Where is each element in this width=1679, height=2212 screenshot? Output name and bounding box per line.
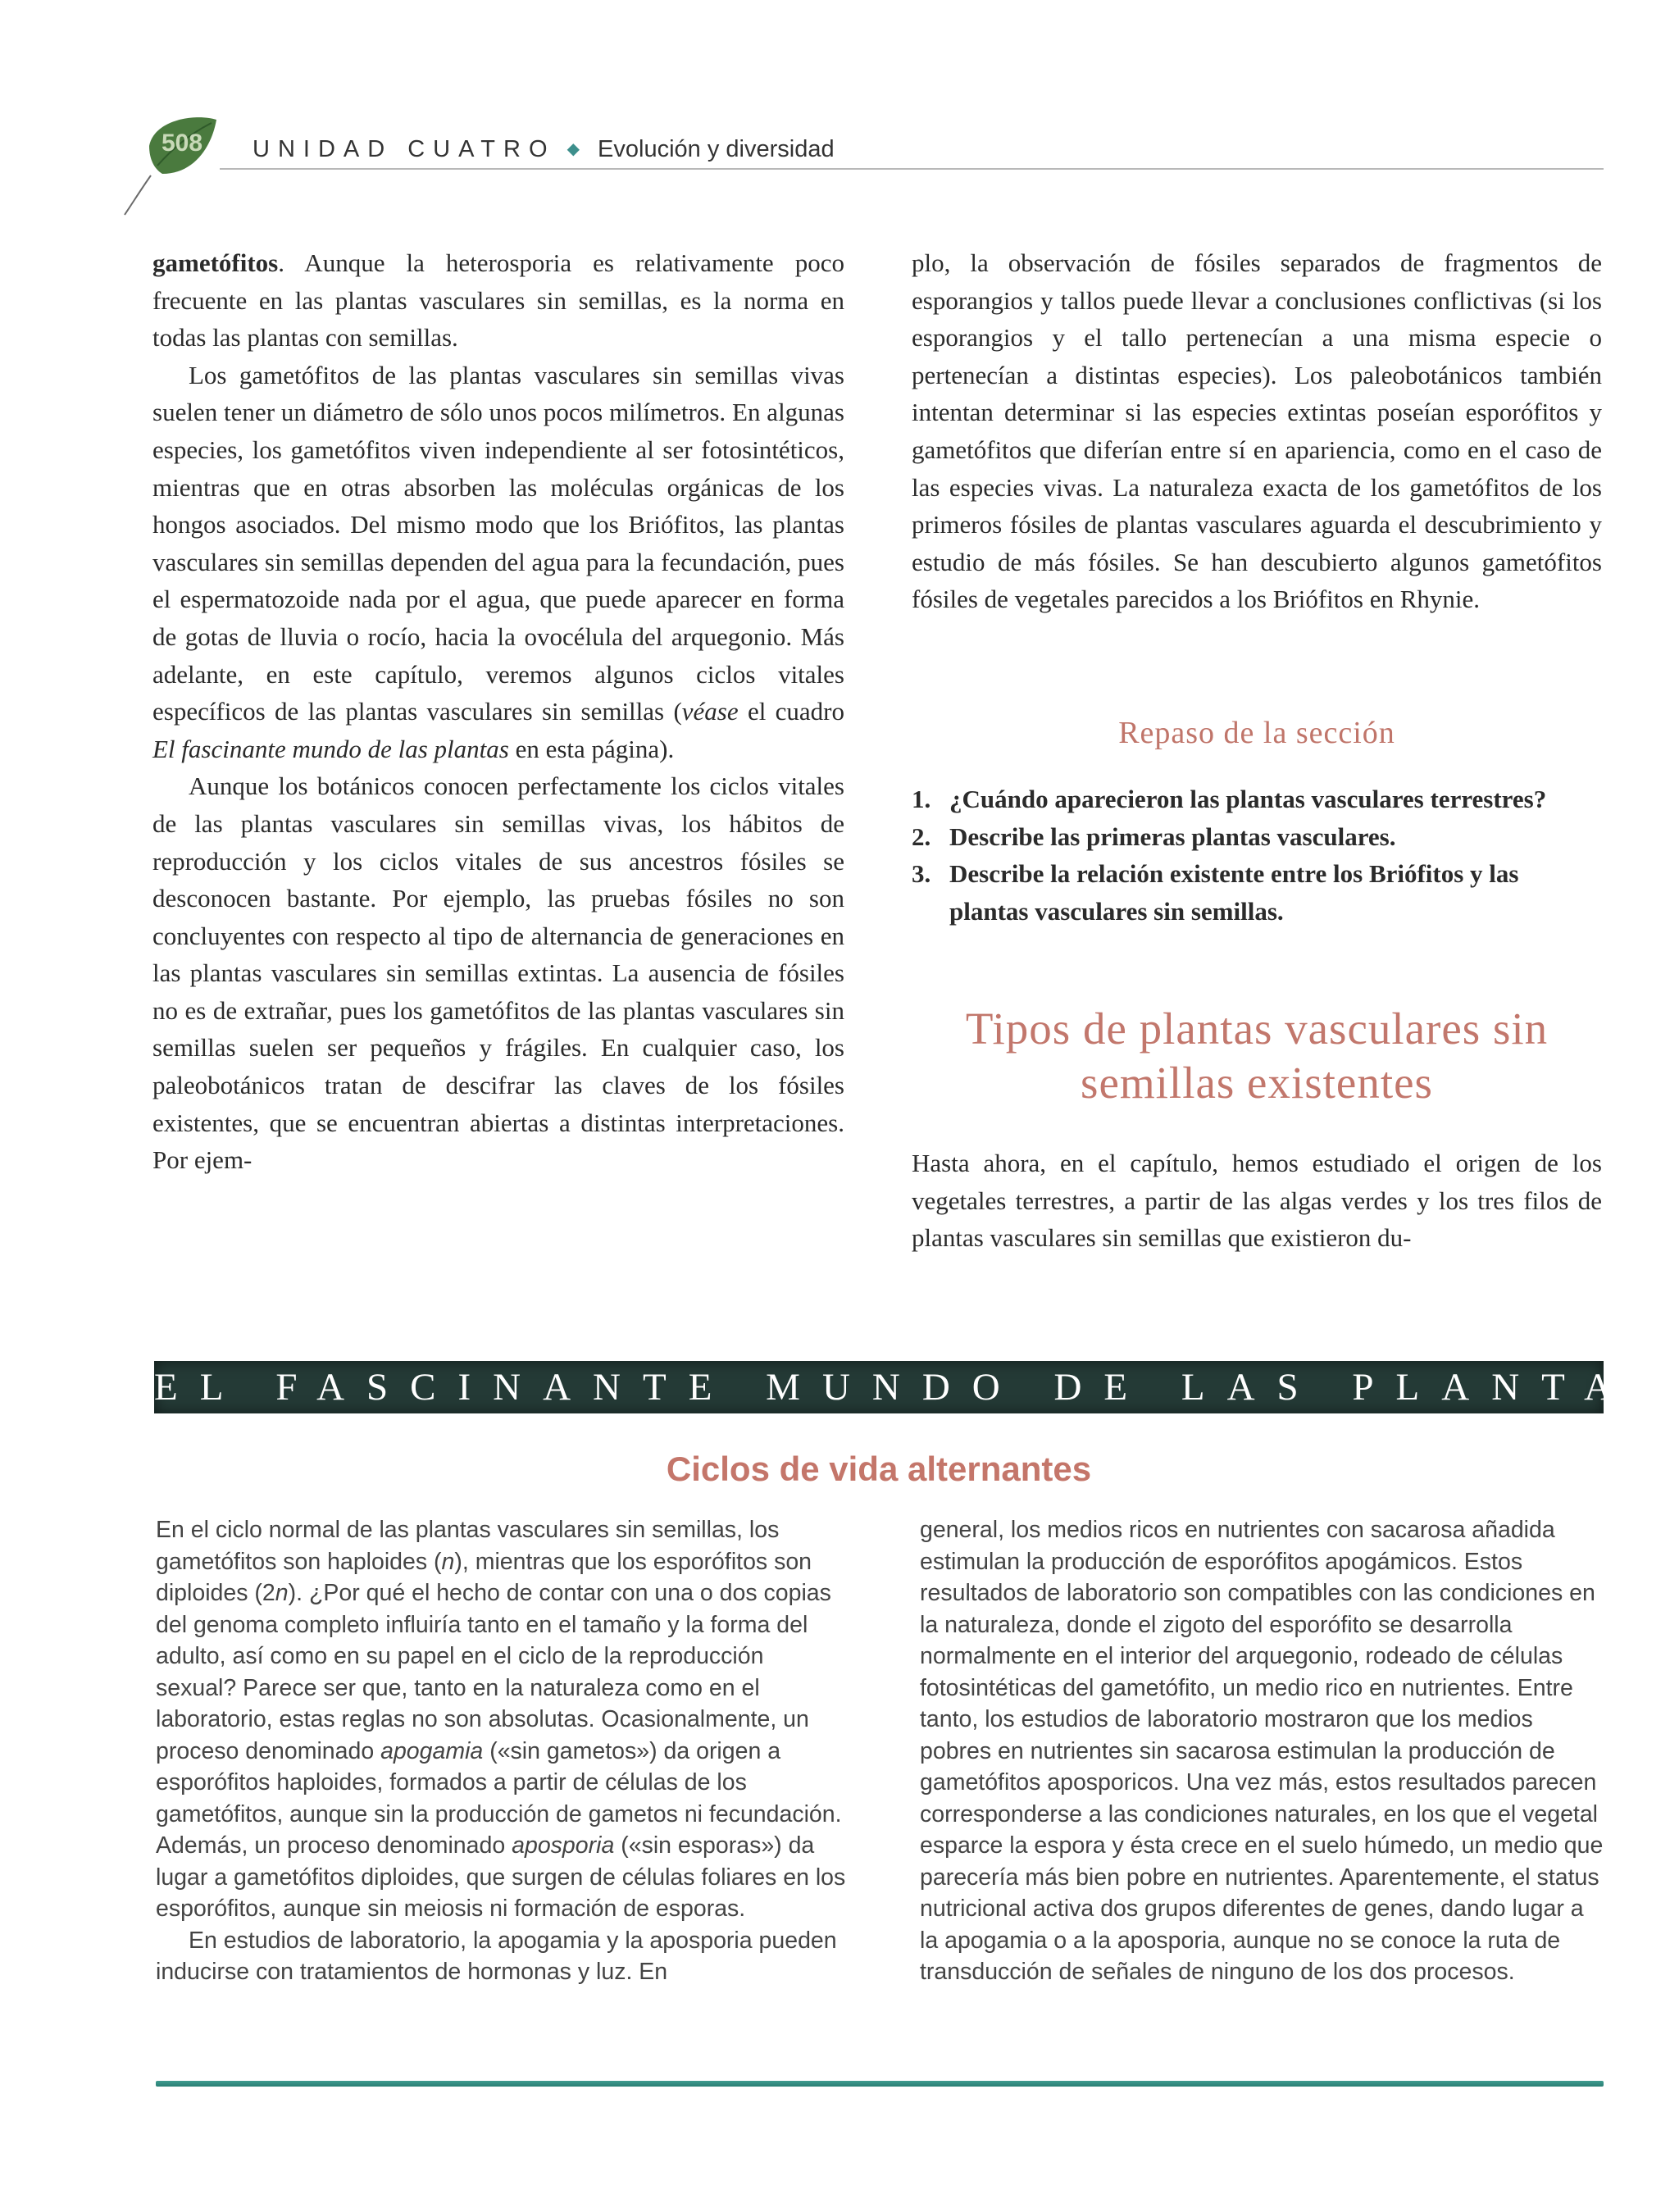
section-review-title: Repaso de la sección bbox=[1118, 716, 1395, 750]
unit-label: UNIDAD CUATRO bbox=[253, 136, 556, 162]
paragraph-text: ), mientras que los esporófitos son diploides (2 bbox=[156, 1548, 812, 1606]
review-question bbox=[912, 855, 1602, 930]
paragraph: En estudios de laboratorio, la apogamia y la aposporia pueden inducirse con tratamientos de hormonas y luz. En bbox=[156, 1927, 837, 1985]
box-reference: El fascinante mundo de las plantas bbox=[152, 734, 509, 763]
paragraph bbox=[156, 1514, 849, 1925]
box-right-column bbox=[920, 1514, 1604, 1988]
review-question bbox=[912, 781, 1602, 818]
left-column bbox=[152, 244, 844, 1179]
paragraph-text: en esta página). bbox=[508, 734, 675, 763]
paragraph bbox=[152, 357, 844, 768]
box-title: Ciclos de vida alternantes bbox=[666, 1450, 1092, 1488]
section-heading-line: Tipos de plantas vasculares sin bbox=[965, 1004, 1549, 1054]
right-column bbox=[912, 244, 1602, 618]
term-aposporia: aposporia bbox=[512, 1832, 615, 1859]
box-banner: EL FASCINANTE MUNDO DE LAS PLANTAS bbox=[154, 1361, 1604, 1413]
paragraph-text: . Aunque la heterosporia es relativamente poco frecuente en las plantas vasculares sin semillas, es la norma en todas las plantas con semillas. bbox=[152, 248, 844, 353]
bold-term: gametófitos bbox=[152, 248, 279, 277]
paragraph: Hasta ahora, en el capítulo, hemos estudiado el origen de los vegetales terrestres, a partir de las algas verdes y los tres filos de plantas vasculares sin semillas que existieron du- bbox=[912, 1149, 1602, 1253]
paragraph bbox=[152, 244, 844, 357]
question-text: Describe la relación existente entre los Briófitos y las plantas vasculares sin semillas. bbox=[949, 859, 1519, 926]
section-heading-line: semillas existentes bbox=[1081, 1058, 1433, 1108]
italic-text: n bbox=[275, 1580, 289, 1606]
paragraph: Aunque los botánicos conocen perfectamente los ciclos vitales de las plantas vasculares sin semillas vivas, los hábitos de reproducción y los ciclos vitales de sus ancestros fósiles se desconocen bastante. Por ejemplo, las pruebas fósiles no son concluyentes con respecto al tipo de alternancia de generaciones en las plantas vasculares sin semillas extintas. La ausencia de fósiles no es de extrañar, pues los gametófitos de las plantas vasculares sin semillas suelen ser pequeños y frágiles. En cualquier caso, los paleobotánicos tratan de descifrar las claves de los fósiles existentes, que se encuentran abiertas a distintas interpretaciones. Por ejem- bbox=[152, 771, 844, 1175]
right-column-continued bbox=[912, 1145, 1602, 1257]
running-head bbox=[253, 136, 835, 163]
paragraph-text: («sin gametos») da origen a esporófitos haploides, formados a partir de células de los gametófitos, aunque sin la producción de gametos ni fecundación. Además, un proceso denominado bbox=[156, 1737, 842, 1859]
paragraph-text: En el ciclo normal de las plantas vasculares sin semillas, los gametófitos son haploides ( bbox=[156, 1517, 780, 1575]
paragraph-text: («sin esporas») da lugar a gametófitos diploides, que surgen de células foliares en los esporófitos, aunque sin meiosis ni formación de esporas. bbox=[156, 1832, 846, 1922]
review-questions bbox=[912, 781, 1602, 930]
paragraph-text: Los gametófitos de las plantas vasculares sin semillas vivas suelen tener un diámetro de sólo unos pocos milímetros. En algunas especies, los gametófitos viven independiente al ser fotosintéticos, mientras que en otras absorben las moléculas orgánicas de los hongos asociados. Del mismo modo que los Briófitos, las plantas vasculares sin semillas dependen del agua para la fecundación, pues el espermatozoide nada por el agua, que puede aparecer en forma de gotas de lluvia o rocío, hacia la ovocélula del arquegonio. Más adelante, en este capítulo, veremos algunos ciclos vitales específicos de las plantas vasculares sin semillas ( bbox=[152, 360, 844, 726]
paragraph-text: el cuadro bbox=[738, 697, 844, 726]
page-number: 508 bbox=[161, 130, 203, 157]
paragraph: plo, la observación de fósiles separados de fragmentos de esporangios y tallos puede llevar a conclusiones conflictivas (si los esporangios y el tallo pertenecían a una misma especie o pertenecían a distintas especies). Los paleobotánicos también intentan determinar si las especies extintas poseían esporófitos y gametófitos que diferían entre sí en apariencia, como en el caso de las especies vivas. La naturaleza exacta de los gametófitos de los primeros fósiles de plantas vasculares aguarda el descubrimiento y estudio de más fósiles. Se han descubierto algunos gametófitos fósiles de vegetales parecidos a los Briófitos en Rhynie. bbox=[912, 248, 1602, 614]
section-heading bbox=[912, 1002, 1602, 1110]
box-left-column bbox=[156, 1514, 849, 1988]
question-number: 3. bbox=[912, 859, 931, 889]
diamond-separator-icon: ◆ bbox=[566, 140, 580, 158]
paragraph-text: ). ¿Por qué el hecho de contar con una o dos copias del genoma completo influiría tanto en el tamaño y la forma del adulto, así como en su papel en el ciclo de la reproducción sexual? Parece ser que, tanto en la naturaleza como en el laboratorio, estas reglas no son absolutas. Ocasionalmente, un proceso denominado bbox=[156, 1580, 831, 1764]
italic-text: véase bbox=[681, 697, 739, 726]
box-bottom-rule bbox=[156, 2081, 1604, 2087]
paragraph: general, los medios ricos en nutrientes con sacarosa añadida estimulan la producción de esporófitos apogámicos. Estos resultados de laboratorio son compatibles con las condiciones en la naturaleza, donde el zigoto del esporófito se desarrolla normalmente en el interior del arquegonio, rodeado de células fotosintéticas del gametófito, un medio rico en nutrientes. Entre tanto, los estudios de laboratorio mostraron que los medios pobres en nutrientes sin sacarosa estimulan la producción de gametófitos aposporicos. Una vez más, estos resultados parecen corresponderse a las condiciones naturales, en los que el vegetal esparce la espora y ésta crece en el suelo húmedo, un medio que parecería más bien pobre en nutrientes. Aparentemente, el status nutricional activa dos grupos diferentes de genes, dando lugar a la apogamia o a la aposporia, aunque no se conoce la ruta de transducción de señales de ninguno de los dos procesos. bbox=[920, 1517, 1604, 1985]
question-number: 1. bbox=[912, 785, 931, 813]
leaf-stem-decoration bbox=[121, 172, 154, 218]
question-number: 2. bbox=[912, 822, 931, 851]
italic-text: n bbox=[441, 1548, 455, 1575]
running-head-subtitle: Evolución y diversidad bbox=[598, 136, 835, 162]
question-text: ¿Cuándo aparecieron las plantas vasculares terrestres? bbox=[949, 785, 1547, 813]
review-question bbox=[912, 818, 1602, 856]
question-text: Describe las primeras plantas vasculares. bbox=[949, 822, 1396, 851]
header-rule bbox=[220, 168, 1604, 170]
term-apogamia: apogamia bbox=[380, 1737, 484, 1764]
